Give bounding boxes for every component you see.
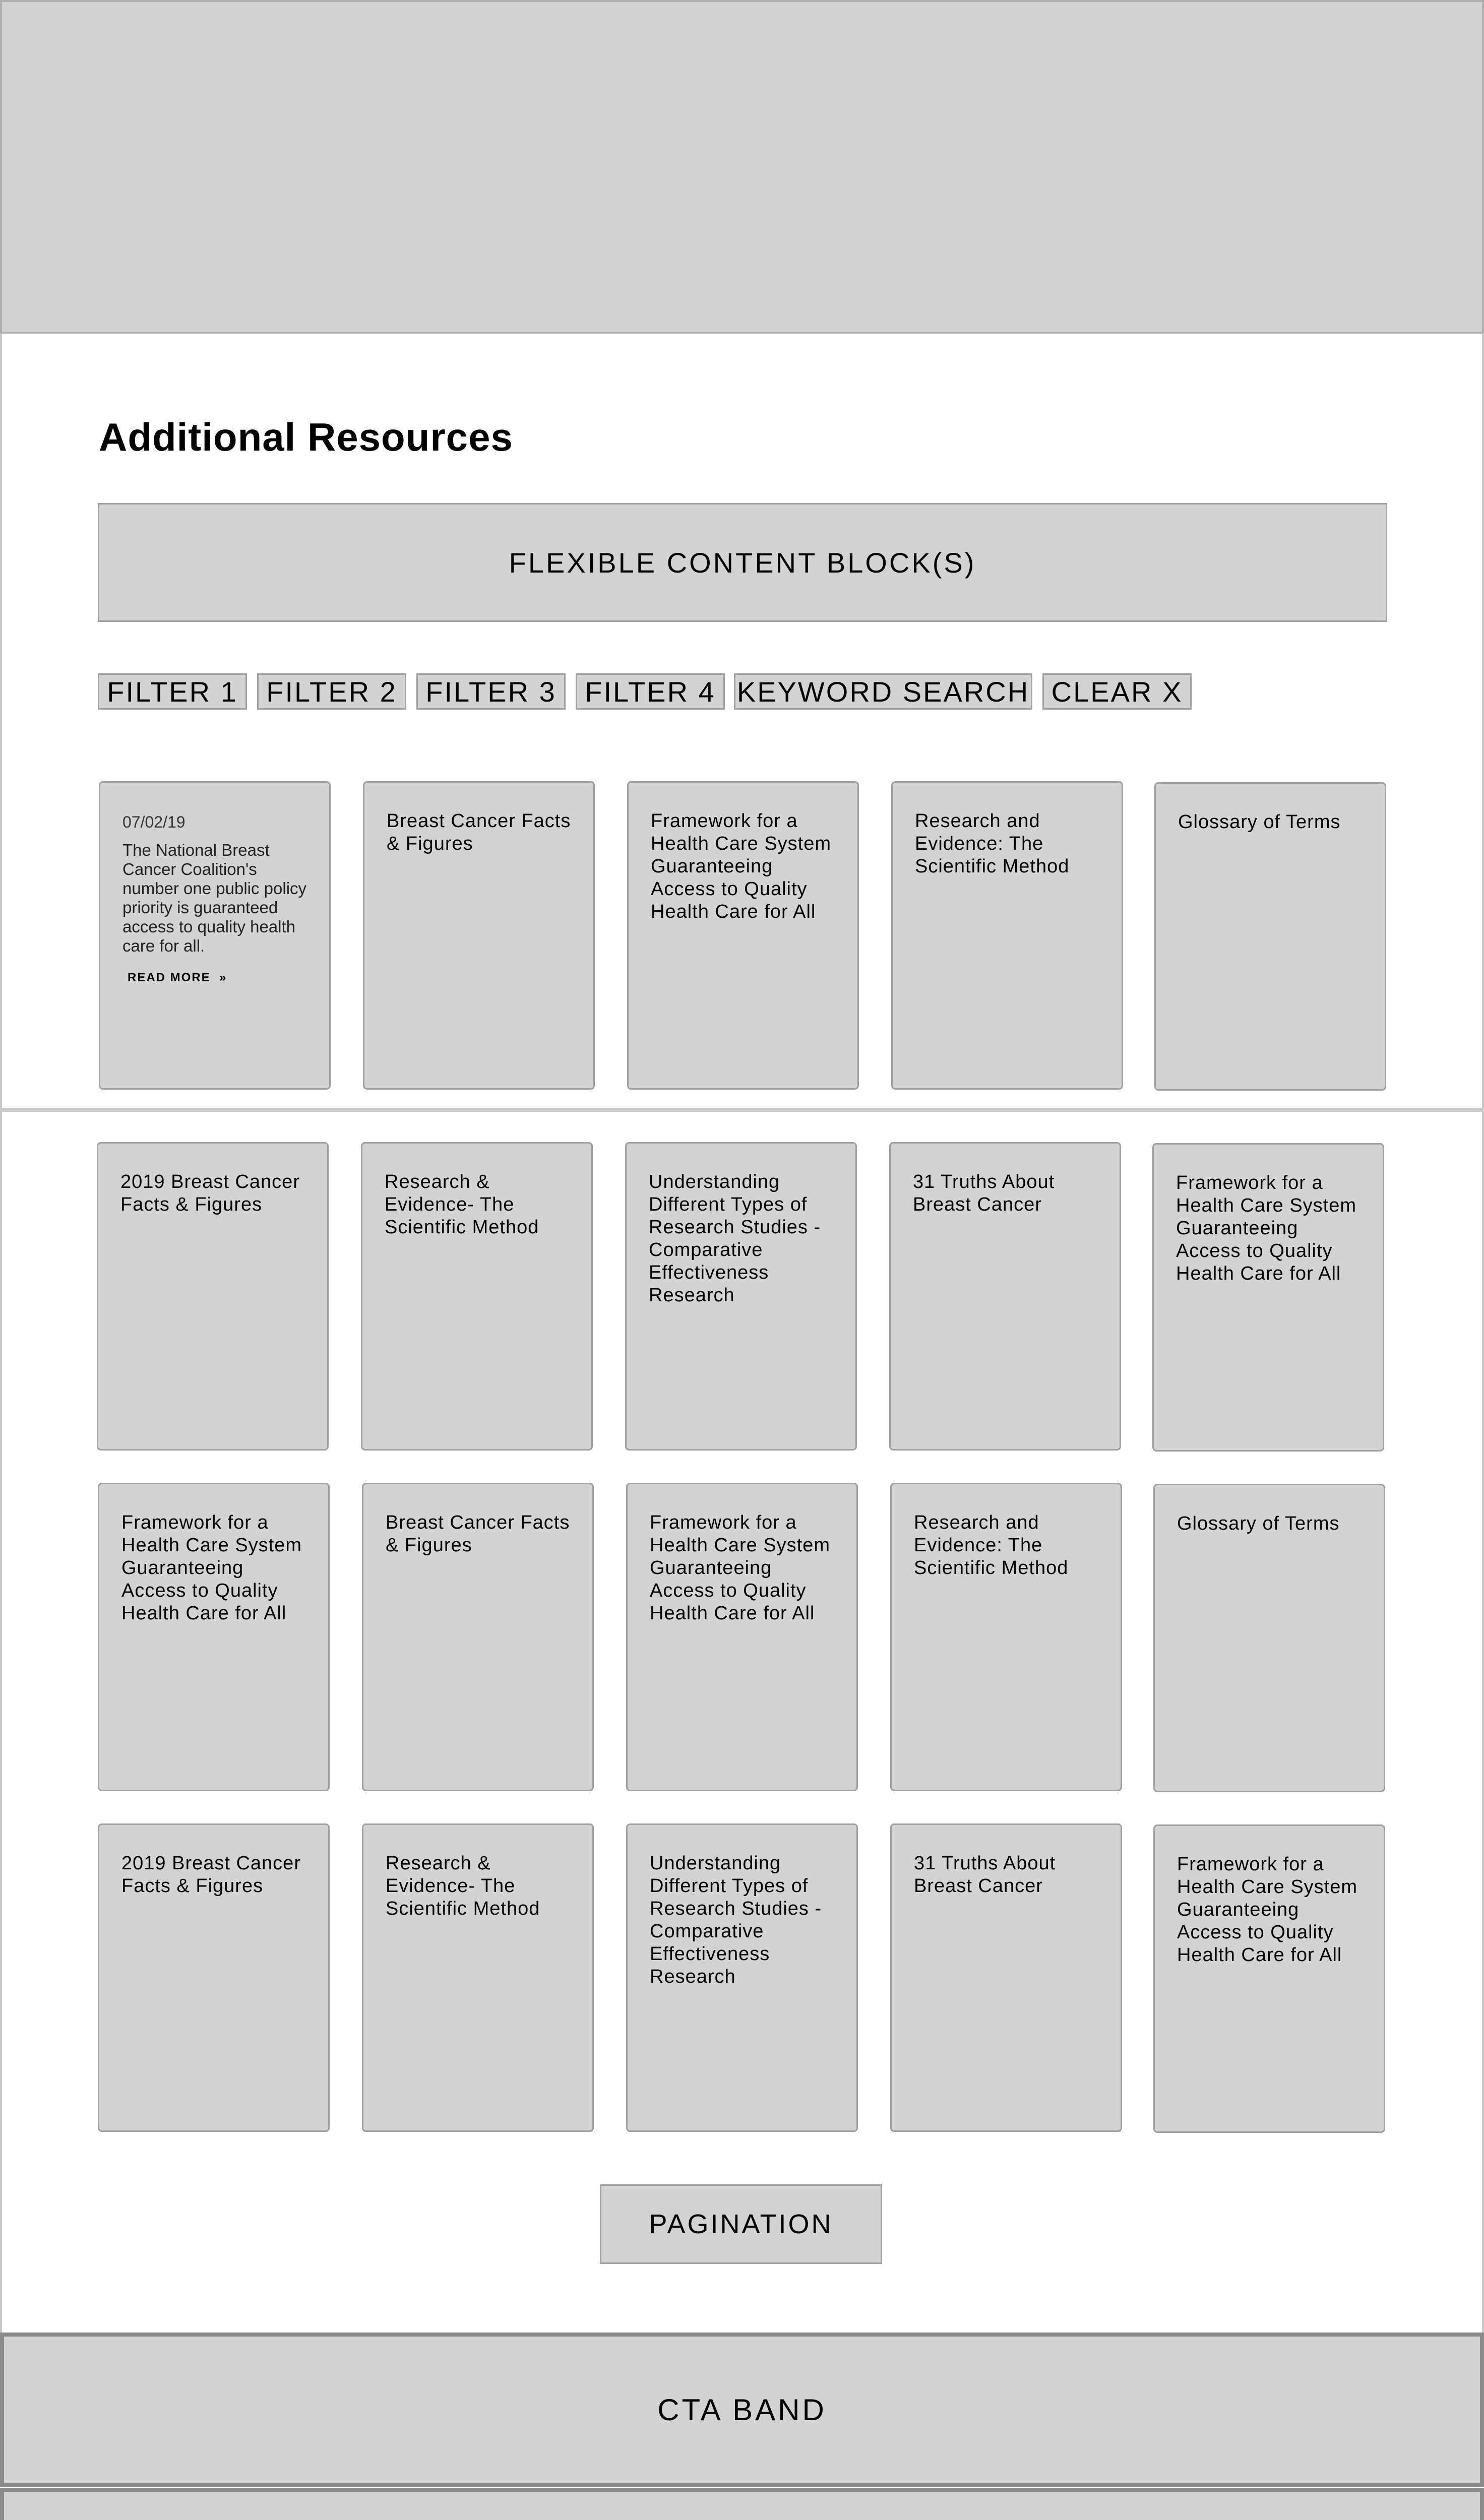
filter-1-button[interactable]: FILTER 1 bbox=[98, 673, 247, 710]
card-title: Understanding Different Types of Research Studies - Comparative Effectiveness Research bbox=[649, 1171, 821, 1306]
keyword-search-button[interactable]: KEYWORD SEARCH bbox=[734, 673, 1032, 710]
card-title: 31 Truths About Breast Cancer bbox=[914, 1853, 1056, 1897]
resource-card[interactable] bbox=[1153, 1484, 1385, 1792]
resource-card[interactable] bbox=[98, 1823, 330, 2132]
card-description: The National Breast Cancer Coalition's number one public policy priority is guaranteed access to quality health care for all. bbox=[122, 841, 307, 955]
resource-card[interactable] bbox=[1152, 1143, 1384, 1452]
resource-card[interactable] bbox=[627, 781, 859, 1090]
resource-card[interactable] bbox=[363, 781, 595, 1090]
card-title: 2019 Breast Cancer Facts & Figures bbox=[120, 1171, 300, 1215]
double-chevron-right-icon: » bbox=[215, 971, 227, 984]
resource-card[interactable] bbox=[890, 1483, 1122, 1791]
card-title: 31 Truths About Breast Cancer bbox=[913, 1171, 1055, 1215]
card-title: Framework for a Health Care System Guaranteeing Access to Quality Health Care for All bbox=[651, 810, 832, 922]
read-more-link[interactable] bbox=[128, 971, 307, 985]
resource-card[interactable] bbox=[362, 1483, 594, 1791]
card-title: 2019 Breast Cancer Facts & Figures bbox=[121, 1853, 301, 1897]
flexible-content-block: FLEXIBLE CONTENT BLOCK(S) bbox=[98, 503, 1387, 622]
resource-card[interactable] bbox=[626, 1823, 858, 2132]
footer bbox=[0, 2488, 1484, 2520]
resource-card[interactable] bbox=[625, 1142, 857, 1451]
read-more-label: READ MORE bbox=[128, 971, 211, 984]
featured-resource-card[interactable] bbox=[99, 781, 331, 1090]
card-title: Research and Evidence: The Scientific Method bbox=[915, 810, 1070, 877]
filter-2-button[interactable]: FILTER 2 bbox=[257, 673, 406, 710]
card-title: Framework for a Health Care System Guaranteeing Access to Quality Health Care for All bbox=[121, 1512, 302, 1624]
card-title: Glossary of Terms bbox=[1178, 811, 1341, 833]
cta-band: CTA BAND bbox=[0, 2333, 1484, 2487]
card-title: Understanding Different Types of Research Studies - Comparative Effectiveness Research bbox=[650, 1853, 822, 1987]
section-title: Additional Resources bbox=[99, 415, 513, 459]
filter-3-button[interactable]: FILTER 3 bbox=[416, 673, 566, 710]
card-title: Framework for a Health Care System Guaranteeing Access to Quality Health Care for All bbox=[650, 1512, 831, 1624]
card-title: Research & Evidence- The Scientific Method bbox=[386, 1853, 540, 1919]
resource-card[interactable] bbox=[889, 1142, 1121, 1451]
resource-card[interactable] bbox=[891, 781, 1123, 1090]
clear-filters-button[interactable]: CLEAR X bbox=[1042, 673, 1192, 710]
pagination[interactable]: PAGINATION bbox=[600, 2184, 882, 2264]
card-title: Breast Cancer Facts & Figures bbox=[386, 1512, 570, 1556]
hero-banner-placeholder bbox=[0, 0, 1484, 334]
card-title: Research and Evidence: The Scientific Method bbox=[914, 1512, 1069, 1579]
resource-card[interactable] bbox=[361, 1142, 593, 1451]
filter-4-button[interactable]: FILTER 4 bbox=[576, 673, 725, 710]
card-title: Research & Evidence- The Scientific Method bbox=[385, 1171, 539, 1238]
resource-card[interactable] bbox=[1154, 782, 1386, 1091]
card-title: Glossary of Terms bbox=[1177, 1513, 1340, 1534]
card-title: Breast Cancer Facts & Figures bbox=[387, 810, 571, 854]
resource-card[interactable] bbox=[362, 1823, 594, 2132]
resource-card[interactable] bbox=[1153, 1824, 1385, 2133]
card-title: Framework for a Health Care System Guaranteeing Access to Quality Health Care for All bbox=[1176, 1172, 1357, 1284]
card-date: 07/02/19 bbox=[122, 813, 186, 831]
resource-card[interactable] bbox=[890, 1823, 1122, 2132]
card-title: Framework for a Health Care System Guaranteeing Access to Quality Health Care for All bbox=[1177, 1854, 1358, 1966]
resource-card[interactable] bbox=[98, 1483, 330, 1791]
resource-card[interactable] bbox=[97, 1142, 329, 1451]
resource-card[interactable] bbox=[626, 1483, 858, 1791]
